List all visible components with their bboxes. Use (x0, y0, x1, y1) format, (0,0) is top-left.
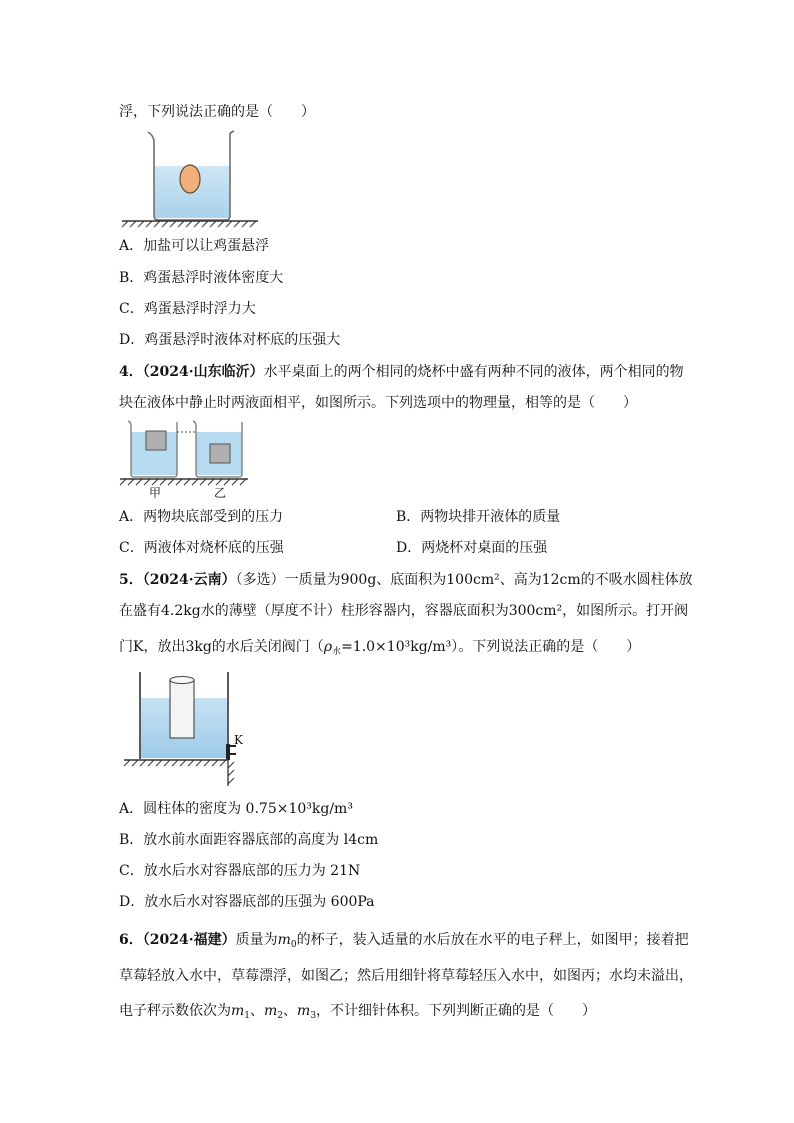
q4-source: （2024·山东临沂） (142, 364, 264, 380)
q5-stem-text3b: =1.0×10³kg/m³）。下列说法正确的是（ ） (341, 639, 641, 655)
q5-option-a: A．圆柱体的密度为 0.75×10³kg/m³ (119, 801, 353, 817)
q6-stem-line3 (119, 1001, 596, 1026)
m0-subscript: 0 (290, 940, 297, 950)
q4-option-c: C．两液体对烧杯底的压强 (119, 540, 284, 556)
q6-stem-line2: 草莓轻放入水中，草莓漂浮，如图乙；然后用细针将草莓轻压入水中，如图丙；水均未溢出， (119, 968, 693, 984)
rho-symbol: ρ (323, 639, 333, 655)
m3-subscript: 3 (310, 1011, 317, 1021)
q6-stem-line1 (119, 930, 689, 955)
q6-stem-text3b: ，不计细针体积。下列判断正确的是（ ） (316, 1003, 597, 1019)
q5-stem-text3a: 门K，放出3kg的水后关闭阀门（ (119, 639, 324, 655)
q4-label-yi: 乙 (214, 486, 227, 500)
m3-symbol: m (297, 1003, 311, 1019)
q5-stem-text1: （多选）一质量为900g、底面积为100cm²、高为12cm的不吸水圆柱体放 (235, 572, 693, 588)
q3-figure-beaker-egg (118, 128, 263, 232)
q5-stem-line3 (119, 637, 640, 662)
q5-source: （2024·云南） (142, 572, 236, 588)
q3-option-a: A．加盐可以让鸡蛋悬浮 (119, 238, 270, 254)
q3-option-d: D．鸡蛋悬浮时液体对杯底的压强大 (119, 332, 341, 348)
q4-option-a: A．两物块底部受到的压力 (119, 509, 284, 525)
m1-subscript: 1 (244, 1011, 251, 1021)
q5-option-d: D．放水后水对容器底部的压强为 600Pa (119, 894, 375, 910)
q4-stem-text1: 水平桌面上的两个相同的烧杯中盛有两种不同的液体，两个相同的物 (263, 364, 684, 380)
rho-subscript: 水 (332, 647, 342, 657)
q4-stem-line1 (119, 362, 684, 382)
q4-option-d: D．两烧杯对桌面的压强 (396, 540, 548, 556)
q5-stem-line1 (119, 570, 693, 590)
q5-option-b: B．放水前水面距容器底部的高度为 l4cm (119, 832, 379, 848)
separator-1: 、 (250, 1003, 265, 1019)
q4-stem-line2: 块在液体中静止时两液面相平，如图所示。下列选项中的物理量，相等的是（ ） (119, 395, 637, 411)
q5-valve-label-k: K (234, 733, 243, 747)
q3-stem: 浮，下列说法正确的是（ ） (119, 104, 315, 120)
m0-symbol: m (277, 932, 291, 948)
q4-label-jia: 甲 (149, 486, 162, 500)
q3-option-b: B．鸡蛋悬浮时液体密度大 (119, 270, 284, 286)
q6-source: （2024·福建） (142, 932, 236, 948)
q4-number: 4． (119, 364, 143, 380)
m2-symbol: m (264, 1003, 278, 1019)
separator-2: 、 (283, 1003, 298, 1019)
m2-subscript: 2 (277, 1011, 284, 1021)
q4-figure-two-beakers (118, 418, 253, 506)
q4-option-b: B．两物块排开液体的质量 (396, 509, 561, 525)
q6-stem-text1a: 质量为 (235, 932, 278, 948)
q5-option-c: C．放水后水对容器底部的压力为 21N (119, 863, 361, 879)
q6-stem-text3a: 电子秤示数依次为 (119, 1003, 231, 1019)
q6-stem-text1b: 的杯子，装入适量的水后放在水平的电子秤上，如图甲；接着把 (296, 932, 689, 948)
m1-symbol: m (231, 1003, 245, 1019)
q5-number: 5． (119, 572, 143, 588)
q5-stem-line2: 在盛有4.2kg水的薄壁（厚度不计）柱形容器内，容器底面积为300cm²，如图所示。打开阀 (119, 603, 689, 619)
q6-number: 6． (119, 932, 143, 948)
q3-option-c: C．鸡蛋悬浮时浮力大 (119, 301, 256, 317)
